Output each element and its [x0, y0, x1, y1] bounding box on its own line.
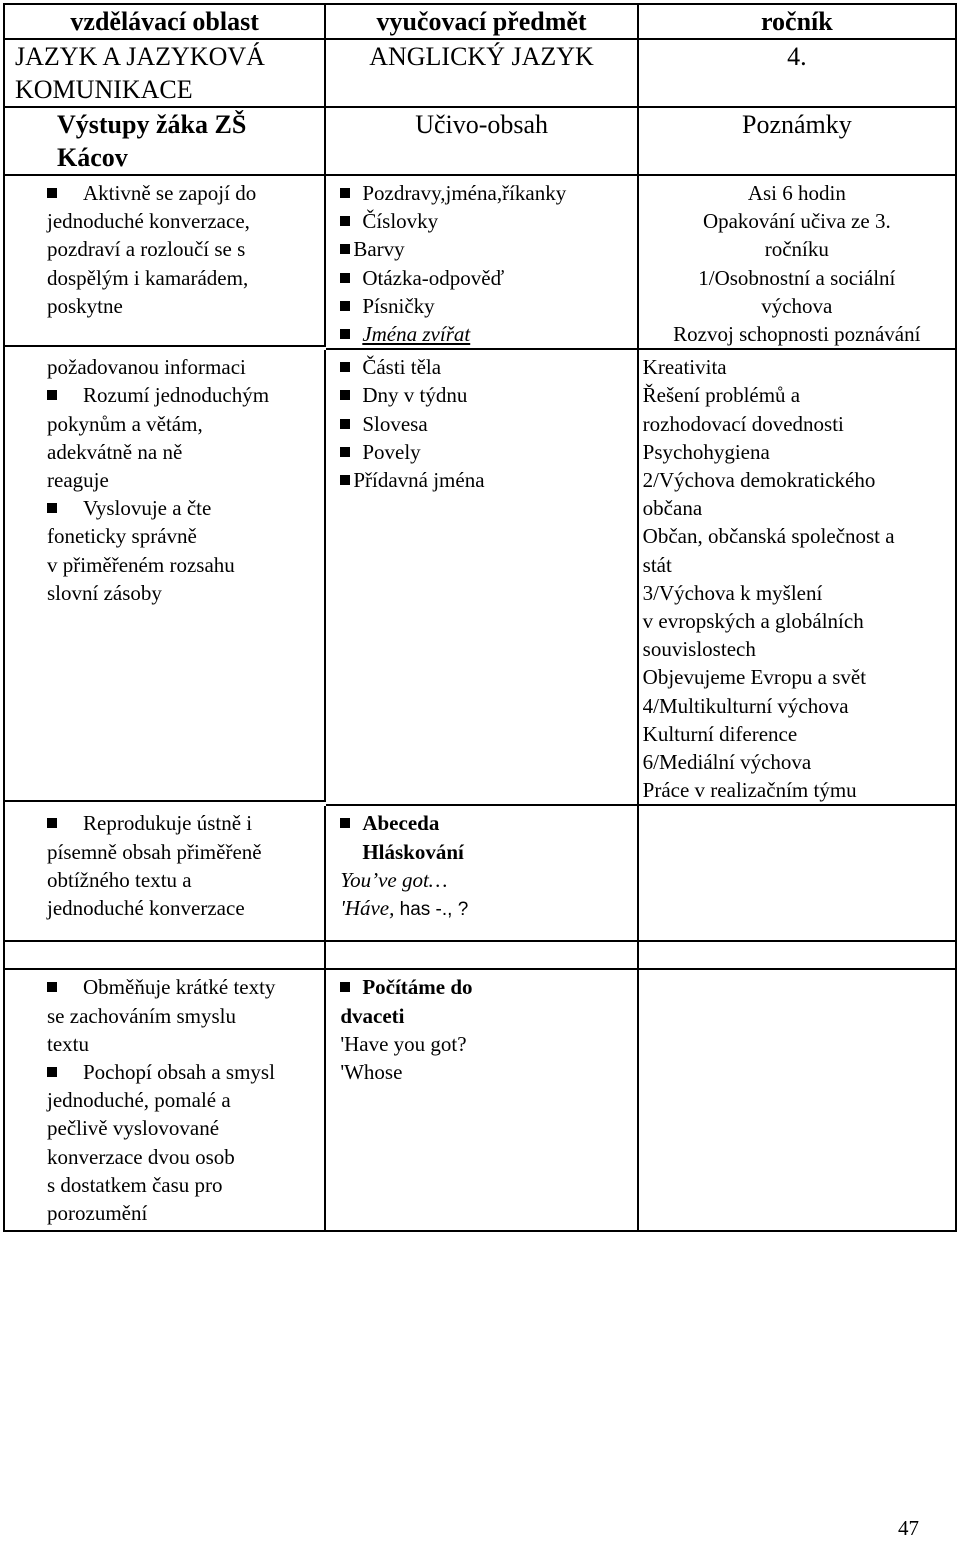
block4-content [326, 970, 638, 1232]
bullet-icon [340, 301, 350, 311]
bullet-icon [340, 419, 350, 429]
output-line: v přiměřeném rozsahu [47, 552, 235, 577]
output-line: jednoduché konverzace [47, 896, 245, 921]
note-line: Psychohygiena [642, 439, 770, 464]
output-line: Reprodukuje ústně i [5, 809, 324, 837]
bullet-icon [340, 188, 350, 198]
block2-outputs [5, 350, 326, 802]
content-line: Hláskování [362, 839, 464, 864]
block4-notes [639, 970, 957, 1232]
output-line: poskytne [47, 293, 123, 318]
note-line: v evropských a globálních [642, 609, 864, 634]
bullet-icon [47, 390, 57, 400]
bullet-icon [340, 982, 350, 992]
output-line: obtížného textu a [47, 867, 192, 892]
spacer-cell [326, 942, 638, 970]
bullet-icon [340, 818, 350, 828]
output-line: reaguje [47, 468, 109, 493]
block2-content [326, 350, 638, 806]
bullet-icon [340, 447, 350, 457]
note-line: Kulturní diference [642, 721, 798, 746]
bullet-icon [340, 329, 350, 339]
block3-notes [639, 806, 957, 942]
output-line: dospělým i kamarádem, [47, 265, 249, 290]
header-row [3, 3, 957, 40]
note-line: 3/Výchova k myšlení [642, 580, 823, 605]
header-grade: ročník [639, 5, 957, 40]
output-line: se zachováním smyslu [47, 1003, 236, 1028]
spacer-row [3, 942, 957, 970]
block3-content [326, 806, 638, 942]
content-line: Otázka-odpověď [326, 264, 636, 292]
content-line: Číslovky [326, 207, 636, 235]
output-line: Rozumí jednoduchým [5, 381, 324, 409]
note-line: Asi 6 hodin [747, 181, 846, 205]
block-2-row [3, 350, 957, 806]
output-line: pečlivě vyslovované [47, 1116, 220, 1141]
note-line: 1/Osobnostní a sociální [698, 265, 896, 290]
output-line: jednoduché, pomalé a [47, 1088, 231, 1113]
notes-heading: Poznámky [639, 108, 957, 176]
bullet-icon [47, 188, 57, 198]
block1-outputs [5, 176, 326, 347]
note-line: občana [642, 496, 703, 521]
bullet-icon [340, 390, 350, 400]
output-line: s dostatkem času pro [47, 1172, 223, 1197]
content-heading: Učivo-obsah [326, 108, 638, 176]
bullet-icon [47, 503, 57, 513]
content-line: Povely [326, 438, 636, 466]
bullet-icon [340, 273, 350, 283]
content-line: Části těla [326, 353, 636, 381]
output-line: porozumění [47, 1201, 148, 1226]
grade-value: 4. [639, 40, 957, 108]
output-line: textu [47, 1031, 89, 1056]
output-line: požadovanou informaci [47, 355, 246, 380]
output-line: Obměňuje krátké texty [5, 973, 324, 1001]
has-text: has -., ? [399, 899, 469, 921]
block4-outputs [5, 970, 326, 1232]
note-line: Opakování učiva ze 3. [702, 209, 891, 234]
bullet-icon [47, 982, 57, 992]
content-line [326, 894, 636, 924]
bullet-icon [47, 1067, 57, 1077]
output-line: pozdraví a rozloučí se s [47, 237, 246, 262]
block1-content [326, 176, 638, 350]
output-line: foneticky správně [47, 524, 197, 549]
content-line: Pozdravy,jména,říkanky [326, 179, 636, 207]
output-line: adekvátně na ně [47, 439, 183, 464]
block1-notes [639, 176, 957, 350]
area-value: JAZYK A JAZYKOVÁ KOMUNIKACE [5, 40, 326, 108]
bullet-icon [340, 216, 350, 226]
subject-row [3, 40, 957, 108]
note-line: Řešení problémů a [642, 383, 801, 408]
content-line: Slovesa [326, 410, 636, 438]
note-line: Práce v realizačním týmu [642, 778, 857, 803]
output-line: slovní zásoby [47, 580, 162, 605]
subject-value: ANGLICKÝ JAZYK [326, 40, 638, 108]
note-line: rozhodovací dovednosti [642, 411, 844, 436]
content-line: Abeceda [326, 809, 636, 837]
content-line: 'Whose [340, 1060, 403, 1085]
output-line: pokynům a větám, [47, 411, 203, 436]
bullet-icon [47, 818, 57, 828]
column-heading-row [3, 108, 957, 176]
header-area: vzdělávací oblast [5, 5, 326, 40]
note-line: souvislostech [642, 637, 756, 662]
outputs-heading: Výstupy žáka ZŠ Kácov [5, 108, 326, 176]
note-line: Objevujeme Evropu a svět [642, 665, 867, 690]
content-line: Písničky [326, 292, 636, 320]
content-line: Přídavná jména [326, 466, 636, 494]
output-line: jednoduché konverzace, [47, 209, 250, 234]
note-line: Kreativita [642, 355, 727, 380]
note-line: výchova [761, 293, 833, 318]
block-3-row [3, 806, 957, 942]
note-line: Občan, občanská společnost a [642, 524, 895, 549]
note-line: 6/Mediální výchova [642, 750, 812, 775]
output-line: Pochopí obsah a smysl [5, 1058, 324, 1086]
block-4-row [3, 970, 957, 1232]
page-number: 47 [898, 1516, 919, 1540]
curriculum-table [3, 3, 957, 1232]
content-line: Počítáme do [326, 973, 636, 1001]
content-line: 'Have you got? [340, 1031, 467, 1056]
note-line: stát [642, 552, 672, 577]
spacer-cell [639, 942, 957, 970]
have-text: 'Háve, [340, 896, 395, 921]
header-subject: vyučovací předmět [326, 5, 638, 40]
output-line: písemně obsah přiměřeně [47, 839, 262, 864]
note-line: Rozvoj schopnosti poznávání [673, 322, 921, 347]
block-1-row [3, 176, 957, 350]
content-line: Jména zvířat [326, 320, 636, 348]
bullet-icon [340, 244, 350, 254]
content-line: You’ve got… [340, 867, 448, 892]
content-line: Barvy [326, 235, 636, 263]
bullet-icon [340, 362, 350, 372]
spacer-cell [5, 942, 326, 970]
content-line: dvaceti [340, 1003, 405, 1028]
block2-notes [639, 350, 957, 806]
output-line: konverzace dvou osob [47, 1144, 235, 1169]
bullet-icon [340, 475, 350, 485]
note-line: 4/Multikulturní výchova [642, 693, 849, 718]
output-line: Aktivně se zapojí do [5, 179, 324, 207]
content-line: Dny v týdnu [326, 381, 636, 409]
output-line: Vyslovuje a čte [5, 494, 324, 522]
note-line: ročníku [764, 237, 829, 262]
note-line: 2/Výchova demokratického [642, 468, 876, 493]
block3-outputs [5, 806, 326, 942]
